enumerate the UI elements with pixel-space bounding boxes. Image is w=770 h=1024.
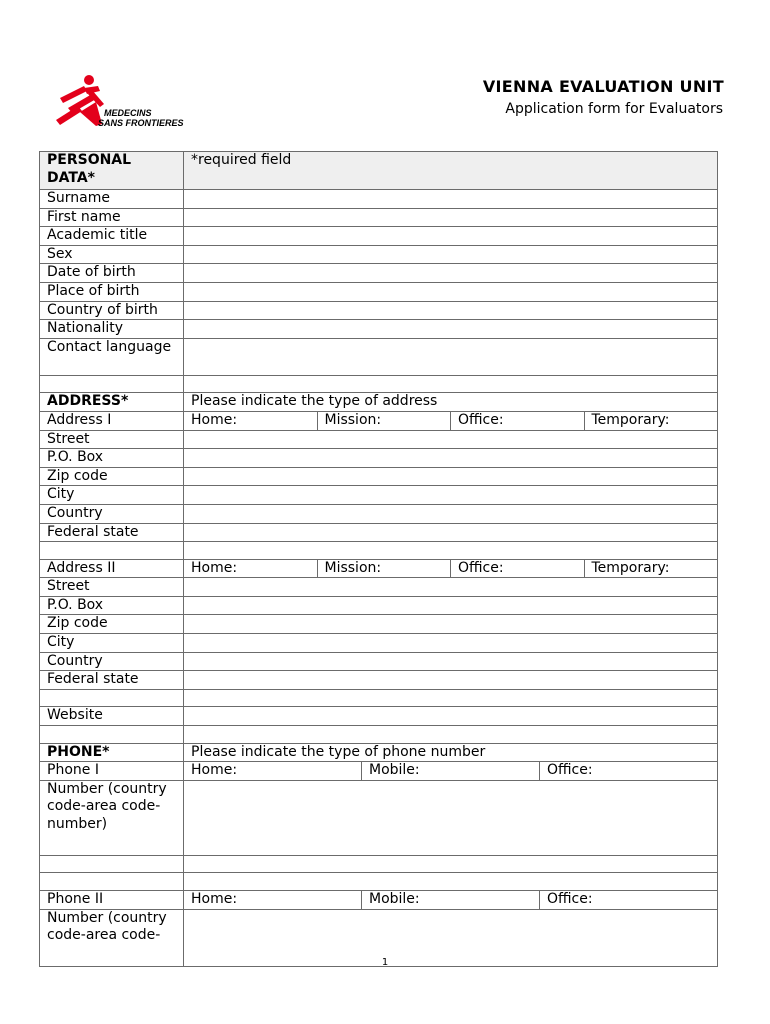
spacer-row — [40, 689, 718, 707]
surname-label: Surname — [40, 190, 184, 209]
table-row — [40, 671, 718, 690]
address-1-zip-label: Zip code — [40, 467, 184, 486]
required-field-note: *required field — [184, 152, 718, 190]
address-1-type-home[interactable]: Home: — [191, 411, 238, 428]
table-row — [40, 578, 718, 597]
website-field[interactable] — [184, 707, 718, 726]
table-row — [40, 264, 718, 283]
table-row — [40, 467, 718, 486]
phone-1-label: Phone I — [40, 762, 184, 781]
table-row — [40, 504, 718, 523]
table-row — [40, 596, 718, 615]
address-1-federal-state-field[interactable] — [184, 523, 718, 542]
address-header-row — [40, 393, 718, 412]
academic-title-field[interactable] — [184, 227, 718, 246]
table-row — [40, 282, 718, 301]
address-2-city-label: City — [40, 634, 184, 653]
spacer-row — [40, 375, 718, 393]
address-1-type-office[interactable]: Office: — [450, 412, 584, 430]
phone-2-label: Phone II — [40, 891, 184, 910]
first-name-field[interactable] — [184, 208, 718, 227]
table-row — [40, 208, 718, 227]
phone-type-note: Please indicate the type of phone number — [184, 743, 718, 762]
table-row — [40, 615, 718, 634]
address-2-zip-field[interactable] — [184, 615, 718, 634]
date-of-birth-field[interactable] — [184, 264, 718, 283]
address-2-label: Address II — [40, 559, 184, 578]
table-row — [40, 707, 718, 726]
address-1-country-field[interactable] — [184, 504, 718, 523]
personal-data-header-row — [40, 152, 718, 190]
spacer-row — [40, 873, 718, 891]
phone-1-number-field[interactable] — [184, 780, 718, 855]
personal-data-heading: PERSONAL DATA* — [40, 152, 184, 190]
address-2-city-field[interactable] — [184, 634, 718, 653]
table-row — [40, 430, 718, 449]
first-name-label: First name — [40, 208, 184, 227]
address-2-country-field[interactable] — [184, 652, 718, 671]
address-2-po-box-field[interactable] — [184, 596, 718, 615]
phone-header-row — [40, 743, 718, 762]
document-subtitle: Application form for Evaluators — [505, 101, 723, 117]
address-2-federal-state-field[interactable] — [184, 671, 718, 690]
table-row — [40, 320, 718, 339]
phone-2-type-mobile[interactable]: Mobile: — [361, 891, 539, 909]
phone-2-type-home[interactable]: Home: — [191, 891, 238, 907]
phone-1-type-office[interactable]: Office: — [539, 762, 717, 780]
address-1-city-field[interactable] — [184, 486, 718, 505]
phone-2-number-label: Number (country code-area code- — [40, 909, 184, 966]
address-2-federal-state-label: Federal state — [40, 671, 184, 690]
address-1-street-field[interactable] — [184, 430, 718, 449]
phone-1-type-mobile[interactable]: Mobile: — [361, 762, 539, 780]
address-2-country-label: Country — [40, 652, 184, 671]
address-type-note: Please indicate the type of address — [184, 393, 718, 412]
table-row — [40, 523, 718, 542]
table-row — [40, 338, 718, 375]
address-1-zip-field[interactable] — [184, 467, 718, 486]
table-row — [40, 227, 718, 246]
address-2-type-office[interactable]: Office: — [450, 560, 584, 578]
table-row — [40, 652, 718, 671]
msf-logo — [54, 72, 194, 132]
page-number: 1 — [381, 957, 389, 968]
address-1-city-label: City — [40, 486, 184, 505]
address-2-zip-label: Zip code — [40, 615, 184, 634]
spacer-row — [40, 726, 718, 744]
logo-line-2: SANS FRONTIERES — [98, 118, 184, 128]
address-2-type-row — [40, 559, 718, 578]
place-of-birth-label: Place of birth — [40, 282, 184, 301]
address-2-type-mission[interactable]: Mission: — [317, 560, 451, 578]
address-2-street-field[interactable] — [184, 578, 718, 597]
msf-running-man-icon — [54, 72, 194, 132]
table-row — [40, 301, 718, 320]
phone-heading: PHONE* — [40, 743, 184, 762]
table-row — [40, 449, 718, 468]
address-1-country-label: Country — [40, 504, 184, 523]
address-1-street-label: Street — [40, 430, 184, 449]
table-row — [40, 634, 718, 653]
sex-field[interactable] — [184, 245, 718, 264]
address-2-type-temporary[interactable]: Temporary: — [584, 560, 718, 578]
country-of-birth-field[interactable] — [184, 301, 718, 320]
phone-2-type-row — [40, 891, 718, 910]
nationality-field[interactable] — [184, 320, 718, 339]
surname-field[interactable] — [184, 190, 718, 209]
spacer-row — [40, 855, 718, 873]
date-of-birth-label: Date of birth — [40, 264, 184, 283]
address-1-po-box-label: P.O. Box — [40, 449, 184, 468]
sex-label: Sex — [40, 245, 184, 264]
address-1-federal-state-label: Federal state — [40, 523, 184, 542]
address-2-type-home[interactable]: Home: — [191, 559, 238, 576]
address-2-street-label: Street — [40, 578, 184, 597]
contact-language-label: Contact language — [40, 338, 184, 375]
document-title: VIENNA EVALUATION UNIT — [482, 77, 724, 96]
phone-1-type-home[interactable]: Home: — [191, 762, 238, 779]
nationality-label: Nationality — [40, 320, 184, 339]
application-form-table — [39, 151, 718, 967]
table-row — [40, 486, 718, 505]
address-1-po-box-field[interactable] — [184, 449, 718, 468]
contact-language-field[interactable] — [184, 338, 718, 375]
table-row — [40, 190, 718, 209]
table-row — [40, 780, 718, 855]
phone-1-number-label: Number (country code-area code-number) — [40, 780, 184, 855]
table-row — [40, 245, 718, 264]
place-of-birth-field[interactable] — [184, 282, 718, 301]
address-heading: ADDRESS* — [40, 393, 184, 412]
address-1-type-mission[interactable]: Mission: — [317, 412, 451, 430]
phone-1-type-row — [40, 762, 718, 781]
website-label: Website — [40, 707, 184, 726]
spacer-row — [40, 542, 718, 560]
address-1-type-row — [40, 411, 718, 430]
phone-2-type-office[interactable]: Office: — [539, 891, 717, 909]
academic-title-label: Academic title — [40, 227, 184, 246]
address-1-label: Address I — [40, 411, 184, 430]
address-1-type-temporary[interactable]: Temporary: — [584, 412, 718, 430]
logo-line-1: MEDECINS — [104, 108, 152, 118]
country-of-birth-label: Country of birth — [40, 301, 184, 320]
address-2-po-box-label: P.O. Box — [40, 596, 184, 615]
